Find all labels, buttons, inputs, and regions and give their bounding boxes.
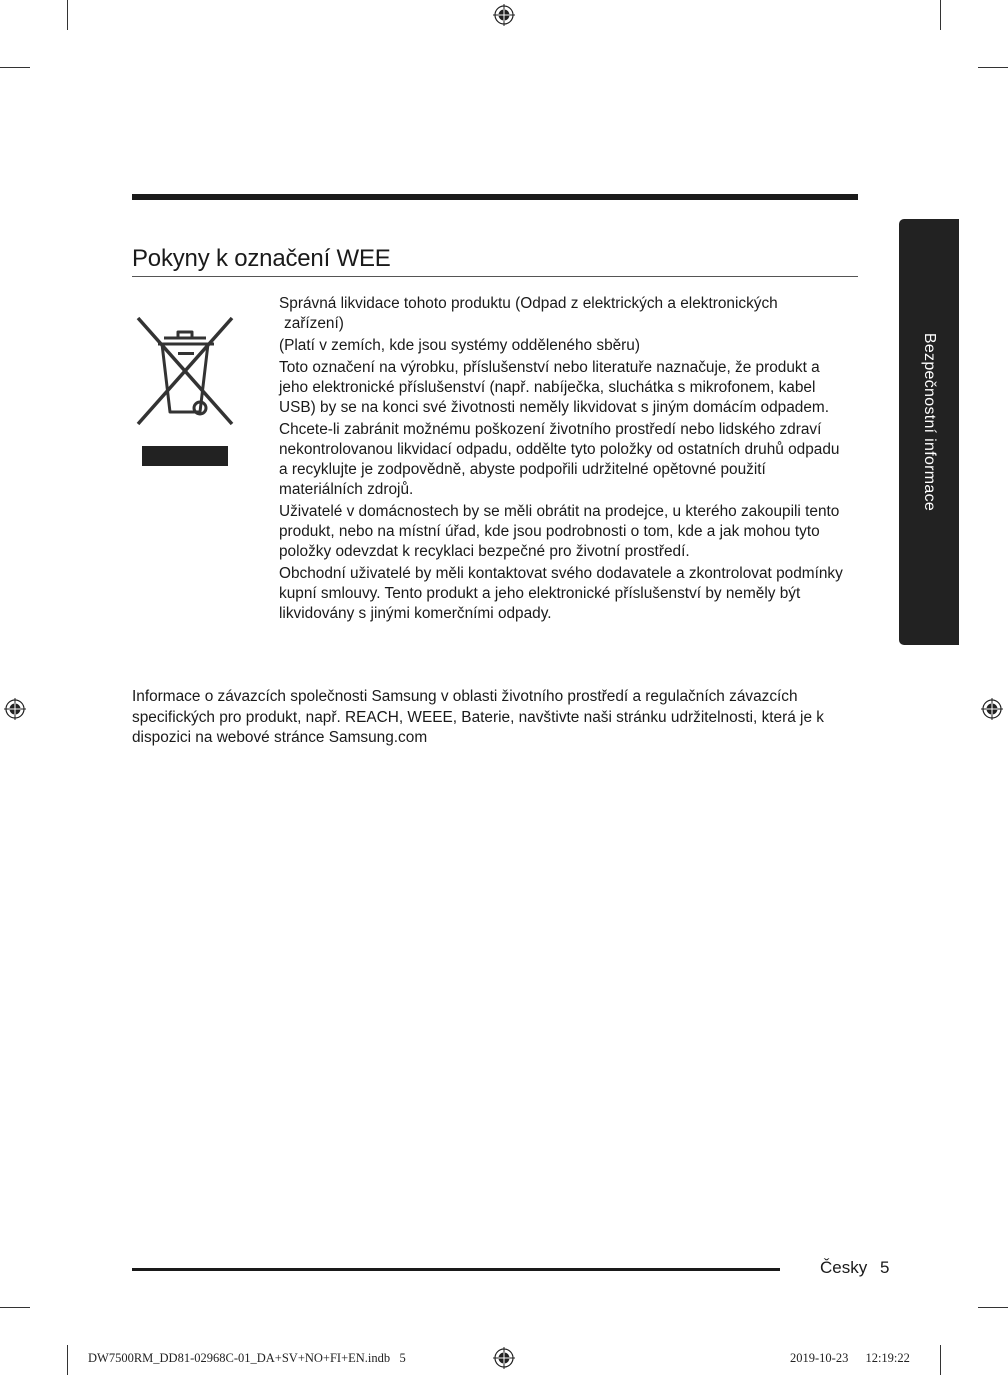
crop-mark	[940, 1345, 941, 1375]
footer-rule	[132, 1268, 780, 1271]
registration-mark-icon	[493, 1347, 515, 1369]
crop-mark	[67, 0, 68, 30]
weee-disposal-text	[279, 294, 844, 626]
footer-language: Česky	[820, 1258, 868, 1277]
applicability-note: (Platí v zemích, kde jsou systémy odděleného sběru)	[279, 337, 640, 354]
imprint-date: 2019-10-23	[790, 1351, 849, 1365]
side-tab-label: Bezpečnostní informace	[921, 332, 938, 512]
imprint-timestamp	[790, 1351, 910, 1366]
header-rule	[132, 194, 858, 200]
samsung-info-paragraph: Informace o závazcích společnosti Samsung v oblasti životního prostředí a regulačních závazcích specifických pro produkt, např. REACH, WEEE, Baterie, navštivte naši stránku udržitelnosti, která je k dispozici na webové stránce Samsung.com	[132, 688, 825, 746]
crop-mark	[0, 1307, 30, 1308]
registration-mark-icon	[981, 698, 1003, 720]
crop-mark	[0, 67, 30, 68]
page-number: 5	[880, 1258, 890, 1277]
registration-mark-icon	[4, 698, 26, 720]
disposal-heading: Správná likvidace tohoto produktu (Odpad z elektrických a elektronických zařízení)	[279, 295, 778, 332]
paragraph-business: Obchodní uživatelé by měli kontaktovat svého dodavatele a zkontrolovat podmínky kupní smlouvy. Tento produkt a jeho elektronické příslušenství by neměly být likvidovány s jinými komerčními odpady.	[279, 565, 843, 622]
imprint-time: 12:19:22	[865, 1351, 910, 1365]
crop-mark	[67, 1345, 68, 1375]
crop-mark	[978, 1307, 1008, 1308]
crop-mark	[978, 67, 1008, 68]
paragraph-marking: Toto označení na výrobku, příslušenství nebo literatuře naznačuje, že produkt a jeho elektronické příslušenství (např. nabíječka, sluchátka s mikrofonem, kabel USB) by se na konci své životnosti neměly likvidovat s jiným domácím odpadem.	[279, 359, 830, 416]
chapter-side-tab	[899, 219, 959, 645]
section-title: Pokyny k označení WEE	[132, 244, 858, 277]
paragraph-environment: Chcete-li zabránit možnému poškození životního prostředí nebo lidského zdraví nekontrolovanou likvidací odpadu, oddělte tyto položky od ostatních druhů odpadu a recyklujte je zodpovědně, abyste podpořili udržitelné opětovné použití materiálních zdrojů.	[279, 421, 840, 498]
registration-mark-icon	[493, 4, 515, 26]
crop-mark	[940, 0, 941, 30]
imprint-filename: DW7500RM_DD81-02968C-01_DA+SV+NO+FI+EN.indb 5	[88, 1351, 406, 1365]
paragraph-household: Uživatelé v domácnostech by se měli obrátit na prodejce, u kterého zakoupili tento produkt, nebo na místní úřad, kde jsou podrobnosti o tom, kde a jak mohou tyto položky odevzdat k recyklaci bezpečné pro životní prostředí.	[279, 503, 840, 560]
crossed-out-wheelie-bin-icon	[134, 312, 238, 472]
